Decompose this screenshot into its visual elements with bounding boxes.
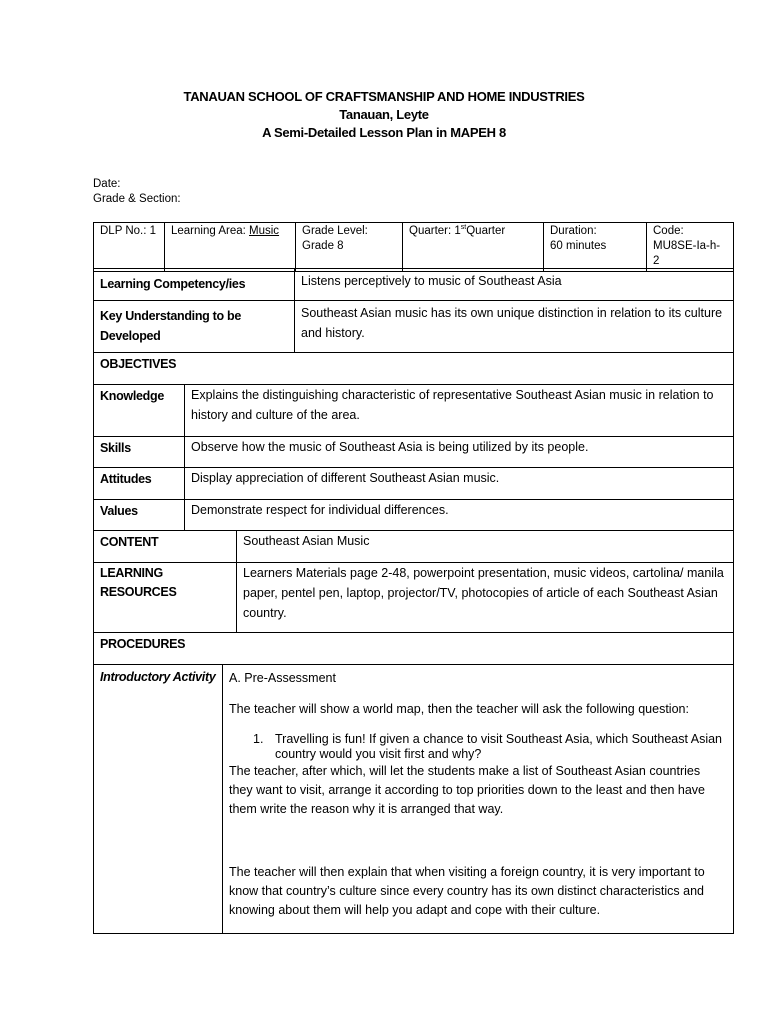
- skills-row: [94, 437, 734, 468]
- activity-label-cell: [94, 665, 223, 934]
- info-row: [94, 223, 734, 272]
- values-row: [94, 500, 734, 531]
- knowledge-label: Knowledge: [100, 389, 164, 403]
- question-number: 1.: [253, 732, 264, 746]
- content-table: [93, 530, 734, 633]
- objectives-table: [93, 384, 734, 531]
- quarter-prefix: Quarter: 1: [409, 225, 461, 237]
- values-label-cell: [94, 500, 185, 531]
- content-row: [94, 531, 734, 563]
- attitudes-text-cell: [185, 468, 734, 500]
- skills-label: Skills: [100, 441, 131, 455]
- dlp-cell: [94, 223, 165, 272]
- skills-label-cell: [94, 437, 185, 468]
- skills-text-cell: [185, 437, 734, 468]
- school-name: TANAUAN SCHOOL OF CRAFTSMANSHIP AND HOME INDUSTRIES: [183, 89, 585, 104]
- content-label-cell: [94, 531, 237, 563]
- question-item: [229, 732, 727, 762]
- explain-paragraph: The teacher will then explain that when visiting a foreign country, it is very important to know that country’s culture since every country has its own distinct characteristics and knowing about them will help you adapt and cope with their culture.: [229, 865, 705, 917]
- knowledge-text-cell: [185, 385, 734, 437]
- plan-title: A Semi-Detailed Lesson Plan in MAPEH 8: [262, 125, 506, 140]
- competency-label-cell: [94, 269, 295, 301]
- resources-text-cell: [237, 563, 734, 633]
- content-text: Southeast Asian Music: [243, 534, 370, 548]
- after-paragraph: The teacher, after which, will let the students make a list of Southeast Asian countries they want to visit, arrange it according to top priorities down to the least and then have them write the reason why it is arranged that way.: [229, 764, 705, 816]
- code-cell: [647, 223, 734, 272]
- dlp-number: DLP No.: 1: [100, 225, 157, 237]
- date-section-block: [93, 177, 181, 207]
- question-text: Travelling is fun! If given a chance to visit Southeast Asia, which Southeast Asian country would you visit first and why?: [275, 732, 723, 761]
- grade-level-value: Grade 8: [302, 240, 344, 252]
- key-understanding-text-cell: [295, 301, 734, 353]
- competency-text-cell: [295, 269, 734, 301]
- values-text: Demonstrate respect for individual differences.: [191, 503, 449, 517]
- skills-text: Observe how the music of Southeast Asia is being utilized by its people.: [191, 440, 589, 454]
- key-understanding-row: [94, 301, 734, 353]
- learning-area-value: Music: [249, 225, 280, 237]
- question-list: [229, 732, 727, 762]
- values-text-cell: [185, 500, 734, 531]
- objectives-heading-row: [94, 353, 734, 385]
- grade-section-label: Grade & Section:: [93, 193, 181, 205]
- attitudes-label: Attitudes: [100, 472, 152, 486]
- pre-assessment-heading: A. Pre-Assessment: [229, 671, 336, 685]
- school-location: Tanauan, Leyte: [339, 107, 429, 122]
- quarter-sup: st: [460, 224, 467, 232]
- competency-text: Listens perceptively to music of Southeast Asia: [301, 274, 562, 288]
- code-line2: 2: [653, 255, 660, 267]
- activity-label: Introductory Activity: [100, 670, 216, 684]
- duration-value: 60 minutes: [550, 240, 607, 252]
- values-label: Values: [100, 504, 138, 518]
- code-line1: MU8SE-Ia-h-: [653, 240, 721, 252]
- grade-level-label: Grade Level:: [302, 225, 368, 237]
- learning-area-cell: [165, 223, 296, 272]
- competency-label: Learning Competency/ies: [100, 277, 246, 291]
- activity-body-cell: [223, 665, 734, 934]
- key-understanding-label: Key Understanding to be Developed: [100, 309, 242, 343]
- resources-text: Learners Materials page 2-48, powerpoint presentation, music videos, cartolina/ manila paper, pentel pen, laptop, projector/TV, photocopies of article of each Southeast Asian country.: [243, 566, 724, 620]
- content-text-cell: [237, 531, 734, 563]
- knowledge-label-cell: [94, 385, 185, 437]
- key-understanding-text: Southeast Asian music has its own unique distinction in relation to its culture and history.: [301, 306, 723, 340]
- knowledge-text: Explains the distinguishing characteristic of representative Southeast Asian music in relation to history and culture of the area.: [191, 388, 714, 422]
- duration-cell: [544, 223, 647, 272]
- procedures-heading-cell: [94, 633, 734, 665]
- date-label: Date:: [93, 178, 121, 190]
- quarter-suffix: Quarter: [466, 225, 506, 237]
- attitudes-text: Display appreciation of different Southeast Asian music.: [191, 471, 500, 485]
- grade-level-cell: [296, 223, 403, 272]
- attitudes-label-cell: [94, 468, 185, 500]
- resources-row: [94, 563, 734, 633]
- resources-label: LEARNING RESOURCES: [100, 566, 177, 599]
- procedures-heading-row: [94, 633, 734, 665]
- quarter-cell: [403, 223, 544, 272]
- duration-label: Duration:: [550, 225, 597, 237]
- competency-row: [94, 269, 734, 301]
- introductory-activity-row: [94, 665, 734, 934]
- key-understanding-label-cell: [94, 301, 295, 353]
- code-label: Code:: [653, 225, 684, 237]
- info-table: [93, 222, 734, 272]
- learning-area-label: Learning Area:: [171, 225, 250, 237]
- content-label: CONTENT: [100, 535, 159, 549]
- document-header: [0, 88, 768, 142]
- competency-table: [93, 268, 734, 385]
- objectives-heading-cell: [94, 353, 734, 385]
- knowledge-row: [94, 385, 734, 437]
- procedures-table: [93, 632, 734, 934]
- intro-paragraph: The teacher will show a world map, then the teacher will ask the following question:: [229, 702, 689, 716]
- attitudes-row: [94, 468, 734, 500]
- procedures-heading: PROCEDURES: [100, 637, 186, 651]
- resources-label-cell: [94, 563, 237, 633]
- objectives-heading: OBJECTIVES: [100, 357, 177, 371]
